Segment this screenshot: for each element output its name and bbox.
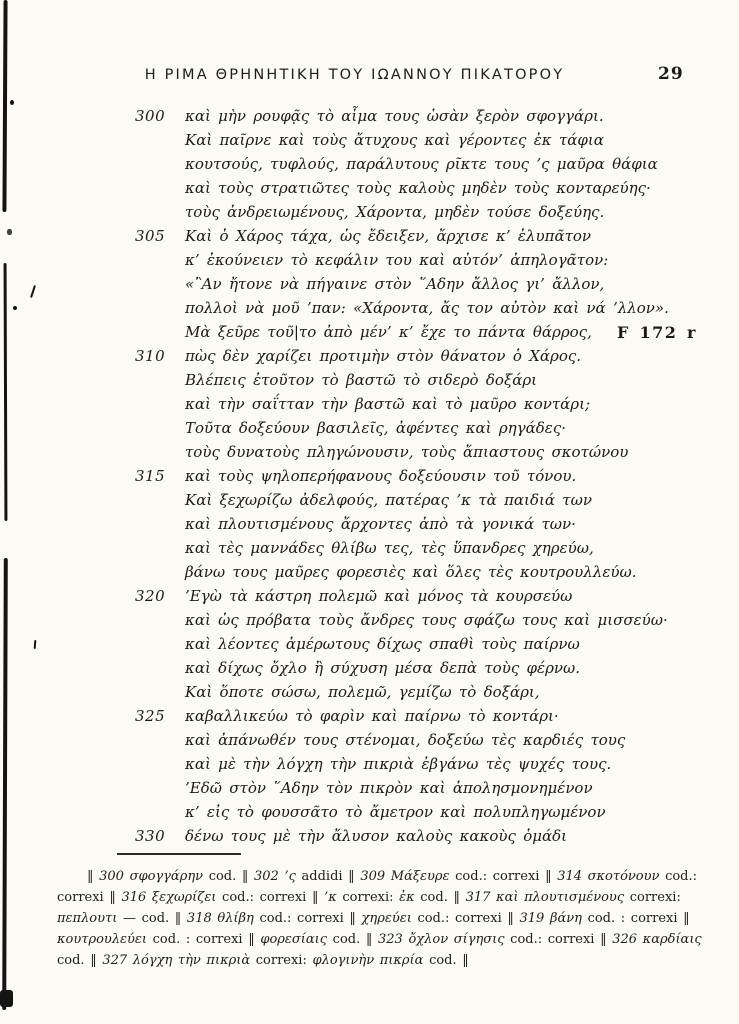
poem-line <box>185 752 690 776</box>
poem-line <box>185 272 690 296</box>
verse-text: καβαλλικεύω τὸ φαρὶν καὶ παίρνω τὸ κοντάρι· <box>185 707 559 725</box>
apparatus-latin-text: cod. : correxi ‖ <box>587 911 690 926</box>
page-number: 29 <box>658 64 684 84</box>
verse-text: καὶ ὡς πρόβατα τοὺς ἄνδρες τους σφάζω τους καὶ μισσεύω· <box>185 611 668 629</box>
verse-text: πολλοὶ νὰ μοῦ ’παν: «Χάροντα, ἄς τον αὐτὸν καὶ νά ’λλον». <box>185 299 669 317</box>
poem-line <box>185 320 697 344</box>
poem-line <box>185 200 690 224</box>
apparatus-line <box>57 950 702 971</box>
poem-line <box>185 176 690 200</box>
apparatus-latin-text: cod.: correxi ‖ <box>455 869 558 884</box>
poem-line <box>185 728 690 752</box>
verse-text: κουτσούς, τυφλούς, παράλυτους ρῖκτε τους ’ς μαῦρα θάφια <box>185 155 658 173</box>
poem-line <box>185 800 690 824</box>
apparatus-line <box>57 929 702 950</box>
apparatus-greek-text: φλογινὴν πικρία <box>312 953 430 968</box>
footnote-separator-rule <box>117 853 241 855</box>
poem-line <box>185 128 690 152</box>
poem-line <box>135 464 690 488</box>
apparatus-greek-text: ’κ <box>324 890 343 905</box>
folio-margin-note: F 172 r <box>617 323 697 342</box>
apparatus-latin-text: cod.: correxi ‖ <box>417 911 520 926</box>
verse-text: καὶ πλουτισμένους ἄρχοντες ἀπὸ τὰ γονικά των· <box>185 515 576 533</box>
apparatus-greek-text: 317 καὶ πλουτισμένους <box>465 890 630 905</box>
scan-speck <box>34 640 37 649</box>
binding-edge-artifact <box>2 0 7 212</box>
running-title: Η ΡΙΜΑ ΘΡΗΝΗΤΙΚΗ ΤΟΥ ΙΩΑΝΝΟΥ ΠΙΚΑΤΟΡΟΥ <box>144 67 565 83</box>
apparatus-greek-text: ἐκ <box>399 890 421 905</box>
verse-text: καὶ μὲ τὴν λόγχη τὴν πικριὰ ἐβγάνω τὲς ψυχές τους. <box>185 755 612 773</box>
apparatus-greek-text: φορεσίαις <box>260 932 333 947</box>
binding-edge-artifact <box>4 263 8 521</box>
apparatus-line <box>57 887 702 908</box>
poem-line <box>185 656 690 680</box>
apparatus-greek-text: 316 ξεχωρίζει <box>121 890 223 905</box>
verse-text: Βλέπεις ἐτοῦτον τὸ βαστῶ τὸ σιδερὸ δοξάρι <box>185 371 538 389</box>
poem-line <box>185 368 690 392</box>
verse-text: δένω τους μὲ τὴν ἄλυσον καλοὺς κακοὺς ὁμάδι <box>185 827 568 845</box>
verse-text: βάνω τους μαῦρες φορεσιὲς καὶ ὅλες τὲς κουτρουλλεύω. <box>185 563 637 581</box>
apparatus-greek-text: 326 καρδίαις <box>612 932 702 947</box>
critical-apparatus <box>57 866 702 971</box>
poem-line <box>185 608 690 632</box>
verse-text: πὼς δὲν χαρίζει προτιμὴν στὸν θάνατον ὁ Χάρος. <box>185 347 582 365</box>
verse-text: ’Εδῶ στὸν ῞Αδην τὸν πικρὸν καὶ ἀπολησμονημένον <box>185 779 593 797</box>
poem-line <box>185 440 690 464</box>
poem-line <box>185 416 690 440</box>
poem-line <box>185 392 690 416</box>
poem-line <box>135 104 690 128</box>
verse-number: 320 <box>135 587 166 605</box>
verse-text: «῍Αν ἤτονε νὰ πήγαινε στὸν ῞Αδην ἄλλος γι’ ἄλλον, <box>185 275 605 293</box>
verse-text: καὶ λέοντες ἀμέρωτους δίχως σπαθὶ τοὺς παίρνω <box>185 635 580 653</box>
apparatus-latin-text: correxi: <box>629 890 681 905</box>
apparatus-line <box>57 866 702 887</box>
poem-line <box>185 512 690 536</box>
verse-text: κ’ εἰς τὸ φουσσᾶτο τὸ ἄμετρον καὶ πολυπληγωμένον <box>185 803 606 821</box>
apparatus-greek-text: 309 Μάξευρε <box>360 869 456 884</box>
poem-line <box>185 776 690 800</box>
apparatus-line <box>57 908 702 929</box>
apparatus-greek-text: 323 ὄχλον σίγησις <box>378 932 511 947</box>
poem-line <box>135 824 690 848</box>
scan-speck <box>10 100 14 105</box>
poem-line <box>135 584 690 608</box>
verse-text: Τοῦτα δοξεύουν βασιλεῖς, ἀφέντες καὶ ρηγάδες· <box>185 419 567 437</box>
apparatus-greek-text: 314 σκοτόνουν <box>557 869 666 884</box>
apparatus-latin-text: cod. : correxi ‖ <box>152 932 261 947</box>
verse-text: καὶ τὴν σαΐτταν τὴν βαστῶ καὶ τὸ μαῦρο κοντάρι; <box>185 395 591 413</box>
apparatus-latin-text: cod.: correxi ‖ <box>259 911 362 926</box>
verse-text: Καὶ ξεχωρίζω ἀδελφούς, πατέρας ’κ τὰ παιδιά των <box>185 491 592 509</box>
apparatus-latin-text: cod. ‖ <box>332 932 378 947</box>
verse-number: 315 <box>135 467 166 485</box>
verse-text: καὶ ἀπάνωθέν τους στένομαι, δοξεύω τὲς καρδιές τους <box>185 731 626 749</box>
poem-line <box>135 224 690 248</box>
apparatus-latin-text: cod. ‖ <box>429 953 469 968</box>
verse-text: καὶ τοὺς ψηλοπερήφανους δοξεύουσιν τοῦ τόνου. <box>185 467 577 485</box>
poem-line <box>135 344 690 368</box>
verse-number: 305 <box>135 227 166 245</box>
apparatus-greek-text: 318 θλίβη <box>186 911 260 926</box>
apparatus-latin-text: cod.: <box>665 869 698 884</box>
apparatus-latin-text: ‖ <box>87 869 100 884</box>
apparatus-greek-text: πεπλουτι <box>57 911 118 926</box>
apparatus-latin-text: cod.: correxi ‖ <box>510 932 613 947</box>
apparatus-latin-text: cod. ‖ <box>420 890 466 905</box>
verse-text: καὶ τὲς μαννάδες θλίβω τες, τὲς ὕπανδρες χηρεύω, <box>185 539 594 557</box>
apparatus-latin-text: addidi ‖ <box>301 869 361 884</box>
verse-text: Καὶ παῖρνε καὶ τοὺς ἄτυχους καὶ γέροντες ἐκ τάφια <box>185 131 604 149</box>
poem-line <box>185 536 690 560</box>
verse-text: Μὰ ξεῦρε τοῦ|το ἀπὸ μέν’ κ’ ἔχε το πάντα θάρρος, <box>185 323 592 341</box>
apparatus-latin-text: cod. ‖ <box>57 953 103 968</box>
scan-blot <box>0 990 13 1007</box>
poem-line <box>185 152 690 176</box>
apparatus-latin-text: cod. ‖ <box>208 869 255 884</box>
poem-line <box>185 248 690 272</box>
poem-line <box>185 488 690 512</box>
poem-body <box>135 104 697 848</box>
verse-number: 330 <box>135 827 166 845</box>
apparatus-greek-text: χηρεύει <box>361 911 418 926</box>
verse-text: τοὺς δυνατοὺς πληγώνουσιν, τοὺς ἄπιαστους σκοτώνου <box>185 443 629 461</box>
poem-line <box>135 704 690 728</box>
verse-text: Καὶ ὁ Χάρος τάχα, ὡς ἔδειξεν, ἄρχισε κ’ ἐλυπᾶτον <box>185 227 592 245</box>
poem-line <box>185 680 690 704</box>
verse-text: Καὶ ὅποτε σώσω, πολεμῶ, γεμίζω τὸ δοξάρι, <box>185 683 540 701</box>
verse-text: ’Εγὼ τὰ κάστρη πολεμῶ καὶ μόνος τὰ κουρσεύω <box>185 587 573 605</box>
verse-number: 300 <box>135 107 166 125</box>
poem-line <box>185 296 690 320</box>
apparatus-latin-text: correxi: <box>342 890 400 905</box>
apparatus-greek-text: 302 ’ς <box>254 869 302 884</box>
poem-line <box>185 560 690 584</box>
verse-text: τοὺς ἀνδρειωμένους, Χάροντα, μηδὲν τούσε δοξεύης. <box>185 203 605 221</box>
apparatus-latin-text: cod.: correxi ‖ <box>222 890 325 905</box>
apparatus-latin-text: — cod. ‖ <box>117 911 187 926</box>
apparatus-greek-text: 327 λόγχη τὴν πικριὰ <box>102 953 256 968</box>
verse-text: καὶ μὴν ρουφᾷς τὸ αἷμα τους ὡσὰν ξερὸν σφογγάρι. <box>185 107 604 125</box>
verse-number: 325 <box>135 707 166 725</box>
apparatus-greek-text: κουτρουλεύει <box>57 932 153 947</box>
scan-speck <box>7 229 12 235</box>
apparatus-greek-text: 300 σφογγάρην <box>99 869 209 884</box>
scan-speck <box>13 306 17 310</box>
verse-text: καὶ τοὺς στρατιῶτες τοὺς καλοὺς μηδὲν τοὺς κονταρεύης· <box>185 179 651 197</box>
verse-text: καὶ δίχως ὄχλο ἢ σύχυση μέσα δεπὰ τοὺς φέρνω. <box>185 659 581 677</box>
binding-edge-artifact <box>2 558 8 1010</box>
poem-line <box>185 632 690 656</box>
apparatus-latin-text: correxi: <box>255 953 313 968</box>
apparatus-greek-text: 319 βάνη <box>519 911 588 926</box>
verse-text: κ’ ἐκούνειεν τὸ κεφάλιν του καὶ αὐτόν’ ἀπηλογᾶτον: <box>185 251 609 269</box>
verse-number: 310 <box>135 347 166 365</box>
scan-speck <box>30 285 36 298</box>
apparatus-latin-text: correxi ‖ <box>57 890 122 905</box>
